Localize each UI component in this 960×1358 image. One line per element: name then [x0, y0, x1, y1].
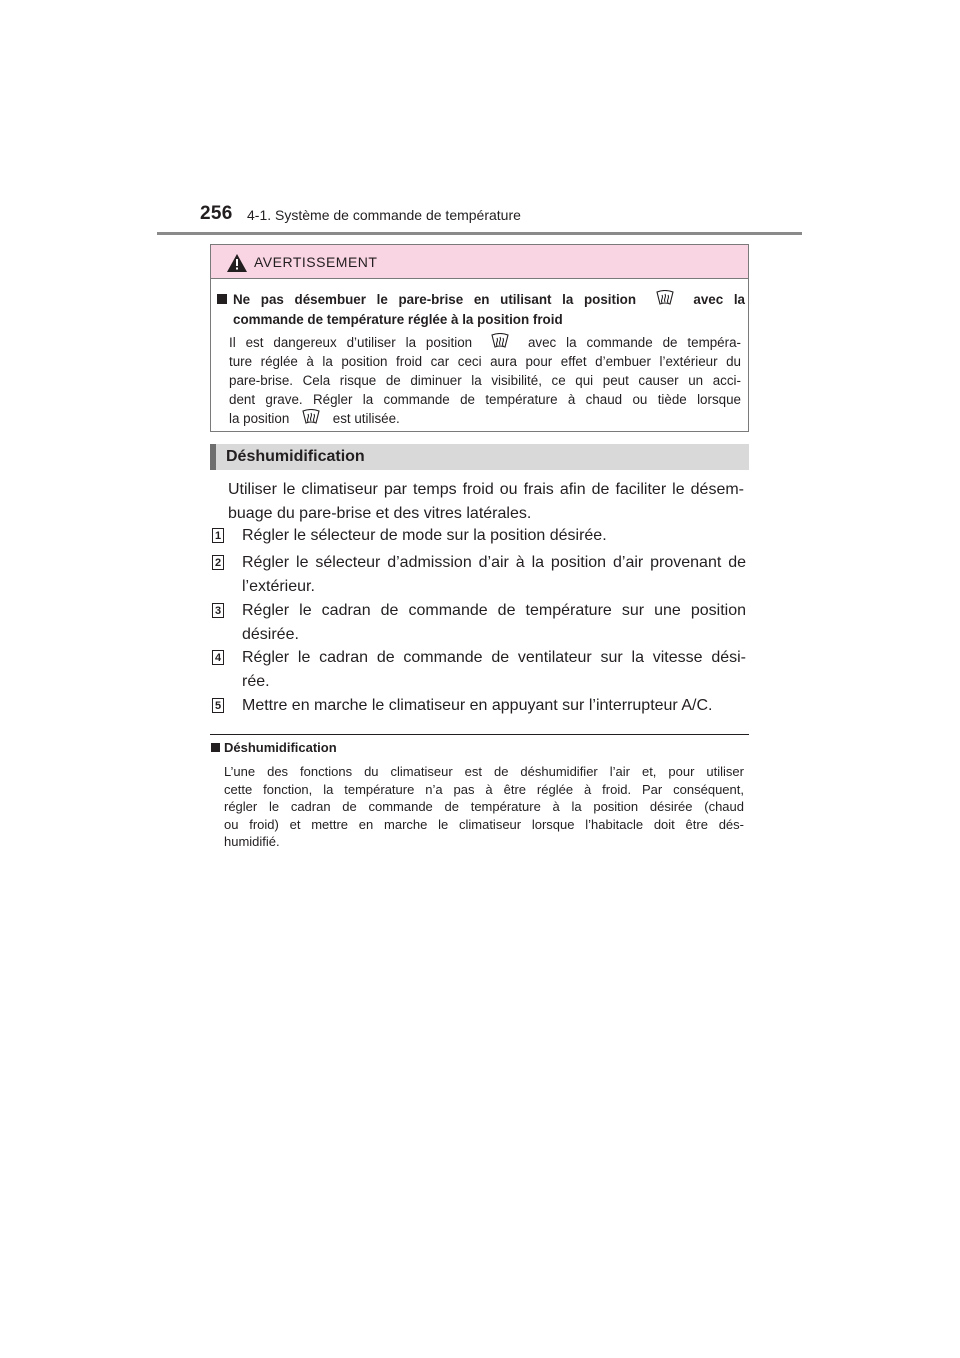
- warning-text-line4: dent grave. Régler la commande de température à chaud ou tiède lorsque: [229, 392, 741, 407]
- warning-text-line1: [229, 333, 741, 352]
- warning-title: AVERTISSEMENT: [254, 254, 378, 270]
- note-line: humidifié.: [224, 834, 280, 849]
- step-text: Mettre en marche le climatiseur en appuyant sur l’interrupteur A/C.: [242, 697, 713, 714]
- header-divider: [157, 232, 802, 235]
- warning-text-part: avec la commande de tempéra-: [527, 335, 741, 350]
- bullet-square: [217, 294, 227, 304]
- section-title: Déshumidification: [226, 448, 365, 465]
- warning-heading-line2: commande de température réglée à la position froid: [233, 312, 563, 327]
- note-line: cette fonction, la température n’a pas à être réglée à froid. Par conséquent,: [224, 781, 744, 797]
- step-text: Régler le cadran de commande de ventilateur sur la vitesse dési-: [242, 649, 746, 666]
- note-line: L’une des fonctions du climatiseur est de déshumidifier l’air et, pour utiliser: [224, 764, 744, 779]
- step-text: Régler le sélecteur de mode sur la position désirée.: [242, 527, 607, 544]
- warning-text-line3: pare-brise. Cela risque de diminuer la visibilité, ce qui peut causer un acci-: [229, 373, 741, 388]
- banner-accent-bar: [210, 444, 216, 470]
- note-line: ou froid) et mettre en marche le climatiseur lorsque l’habitacle doit être dés-: [224, 816, 744, 832]
- note-heading: [211, 740, 337, 755]
- step-text-cont: rée.: [242, 673, 270, 690]
- intro-line1: Utiliser le climatiseur par temps froid ou frais afin de faciliter le désem-: [228, 481, 744, 498]
- step-number: 3: [212, 603, 224, 618]
- running-section-title: 4-1. Système de commande de température: [247, 207, 521, 223]
- warning-triangle-icon: [227, 254, 247, 272]
- step-text-cont: désirée.: [242, 626, 299, 643]
- step-number: 5: [212, 698, 224, 713]
- windshield-defrost-icon: [647, 292, 683, 306]
- step-number: 1: [212, 528, 224, 543]
- warning-heading-part-b: avec la: [693, 292, 745, 307]
- step-number: 4: [212, 650, 224, 665]
- warning-text-line5: [229, 409, 741, 428]
- note-line: régler le cadran de commande de température à la position désirée (chaud: [224, 799, 744, 814]
- windshield-defrost-icon: [482, 335, 518, 349]
- step-text: Régler le cadran de commande de température sur une position: [242, 602, 746, 619]
- note-title: Déshumidification: [224, 740, 337, 755]
- step-number: 2: [212, 555, 224, 570]
- step-text: Régler le sélecteur d’admission d’air à la position d’air provenant de: [242, 554, 746, 571]
- page-header: [200, 203, 760, 233]
- warning-text-part: Il est dangereux d’utiliser la position: [229, 335, 473, 350]
- warning-text-part: la position: [229, 411, 290, 426]
- warning-text-part: est utilisée.: [332, 411, 400, 426]
- intro-line2: buage du pare-brise et des vitres latérales.: [228, 505, 532, 522]
- bullet-square: [211, 743, 220, 752]
- windshield-defrost-icon: [293, 411, 329, 425]
- warning-header: [211, 245, 748, 279]
- note-divider: [210, 734, 749, 735]
- warning-text-line2: ture réglée à la position froid car ceci aura pour effet d’embuer l’extérieur du: [229, 354, 741, 369]
- page-number: 256: [200, 203, 233, 224]
- warning-box: [210, 244, 749, 432]
- step-text-cont: l’extérieur.: [242, 578, 315, 595]
- warning-heading-part-a: Ne pas désembuer le pare-brise en utilisant la position: [233, 292, 637, 307]
- warning-heading: [217, 290, 745, 330]
- section-banner: [210, 444, 749, 470]
